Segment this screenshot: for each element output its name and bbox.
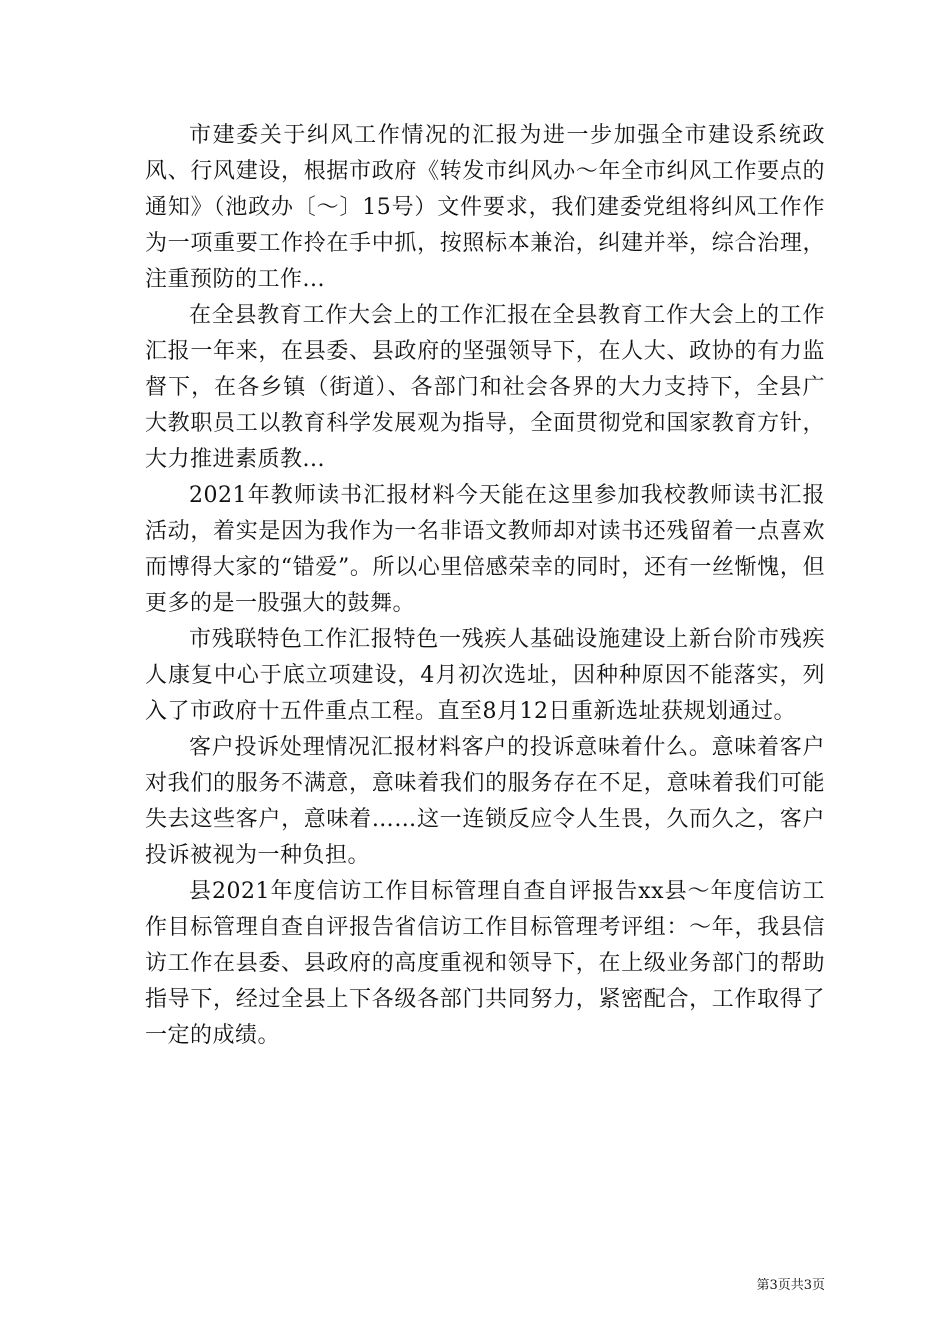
paragraph-5: 客户投诉处理情况汇报材料客户的投诉意味着什么。意味着客户对我们的服务不满意，意味着我们的服务存在不足，意味着我们可能失去这些客户，意味着……这一连锁反应令人生畏，久而久之，客户投诉被视为一种负担。 — [145, 735, 825, 868]
paragraph-6: 县2021年度信访工作目标管理自查自评报告xx县～年度信访工作目标管理自查自评报告省信访工作目标管理考评组：～年，我县信访工作在县委、县政府的高度重视和领导下，在上级业务部门的帮助指导下，经过全县上下各级各部门共同努力，紧密配合，工作取得了一定的成绩。 — [145, 879, 825, 1048]
document-body — [145, 118, 825, 1054]
page-number: 第3页共3页 — [756, 1278, 825, 1293]
paragraph-1: 市建委关于纠风工作情况的汇报为进一步加强全市建设系统政风、行风建设，根据市政府《转发市纠风办～年全市纠风工作要点的通知》（池政办〔～〕15号）文件要求，我们建委党组将纠风工作作为一项重要工作拎在手中抓，按照标本兼治，纠建并举，综合治理，注重预防的工作... — [145, 123, 825, 292]
paragraph-2: 在全县教育工作大会上的工作汇报在全县教育工作大会上的工作汇报一年来，在县委、县政府的坚强领导下，在人大、政协的有力监督下，在各乡镇（街道）、各部门和社会各界的大力支持下，全县广大教职员工以教育科学发展观为指导，全面贯彻党和国家教育方针，大力推进素质教... — [145, 303, 825, 472]
paragraph-4: 市残联特色工作汇报特色一残疾人基础设施建设上新台阶市残疾人康复中心于底立项建设，4月初次选址，因种种原因不能落实，列入了市政府十五件重点工程。直至8月12日重新选址获规划通过。 — [145, 627, 825, 724]
paragraph-3: 2021年教师读书汇报材料今天能在这里参加我校教师读书汇报活动，着实是因为我作为一名非语文教师却对读书还残留着一点喜欢而博得大家的“错爱”。所以心里倍感荣幸的同时，还有一丝惭愧，但更多的是一股强大的鼓舞。 — [145, 483, 825, 616]
